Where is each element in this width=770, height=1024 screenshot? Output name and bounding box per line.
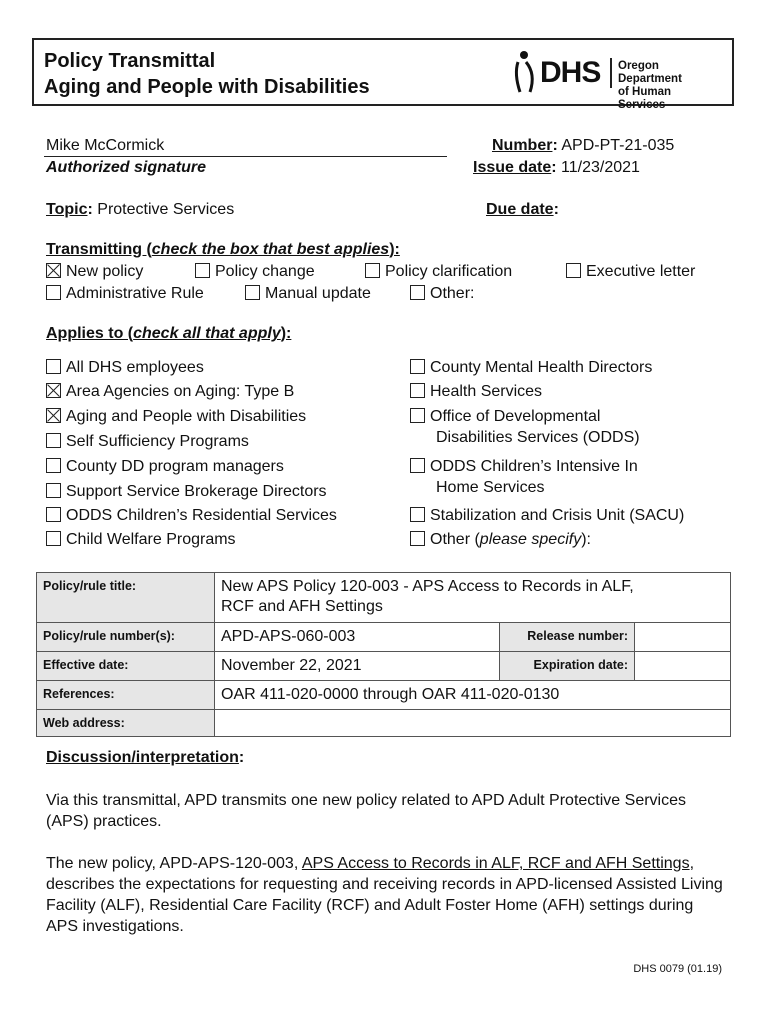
option-label: Administrative Rule bbox=[66, 285, 204, 302]
expiration-date-label: Expiration date: bbox=[500, 652, 635, 681]
expiration-date-value[interactable] bbox=[635, 652, 731, 681]
option-label-pre: Other ( bbox=[430, 531, 480, 548]
form-number: DHS 0079 (01.19) bbox=[633, 963, 722, 975]
checkbox-policy-clarification[interactable] bbox=[365, 263, 380, 278]
option-label: Child Welfare Programs bbox=[66, 531, 236, 548]
option-label: Policy change bbox=[215, 263, 315, 280]
policy-number-label: Policy/rule number(s): bbox=[37, 623, 215, 652]
option-label: Aging and People with Disabilities bbox=[66, 408, 307, 425]
applies-other[interactable] bbox=[410, 530, 591, 550]
page-title bbox=[44, 48, 370, 100]
table-row bbox=[37, 652, 731, 681]
checkbox-apd[interactable] bbox=[46, 408, 61, 423]
transmitting-heading-post: ): bbox=[389, 241, 400, 258]
option-label: County DD program managers bbox=[66, 458, 284, 475]
logo-dhs-text: DHS bbox=[540, 56, 601, 89]
topic-value: Protective Services bbox=[97, 201, 235, 218]
checkbox-support-brokerage[interactable] bbox=[46, 483, 61, 498]
due-date-label: Due date bbox=[486, 201, 554, 218]
option-executive-letter[interactable] bbox=[566, 262, 695, 282]
applies-heading-pre: Applies to ( bbox=[46, 325, 134, 342]
option-label: Executive letter bbox=[586, 263, 696, 280]
option-label: Support Service Brokerage Directors bbox=[66, 483, 327, 500]
para2-pre: The new policy, APD-APS-120-003, bbox=[46, 855, 302, 872]
option-label: Office of Developmental bbox=[430, 408, 601, 425]
checkbox-sacu[interactable] bbox=[410, 507, 425, 522]
discussion-paragraph-2 bbox=[46, 853, 726, 937]
policy-title-label: Policy/rule title: bbox=[37, 573, 215, 623]
checkbox-other-applies[interactable] bbox=[410, 531, 425, 546]
dhs-logo bbox=[510, 46, 720, 111]
logo-org-line-1: Oregon Department bbox=[618, 60, 682, 85]
transmitting-heading-pre: Transmitting ( bbox=[46, 241, 152, 258]
due-date-row: Due date: bbox=[486, 201, 559, 218]
option-administrative-rule[interactable] bbox=[46, 284, 204, 304]
checkbox-new-policy[interactable] bbox=[46, 263, 61, 278]
table-row bbox=[37, 681, 731, 710]
option-label-em: please specify bbox=[479, 531, 582, 548]
option-label-post: ): bbox=[581, 531, 591, 548]
logo-org-line-2: of Human Services bbox=[618, 86, 672, 111]
release-number-label: Release number: bbox=[500, 623, 635, 652]
applies-health-services[interactable] bbox=[410, 382, 542, 402]
option-policy-change[interactable] bbox=[195, 262, 315, 282]
applies-county-mental-health[interactable] bbox=[410, 358, 652, 378]
web-address-value[interactable] bbox=[215, 710, 731, 737]
checkbox-health-services[interactable] bbox=[410, 383, 425, 398]
policy-link[interactable]: APS Access to Records in ALF, RCF and AFH Settings bbox=[301, 855, 690, 872]
option-label: ODDS Children’s Intensive In bbox=[430, 458, 638, 475]
applies-all-dhs[interactable] bbox=[46, 358, 204, 378]
number-label: Number bbox=[492, 137, 553, 154]
checkbox-odds-residential[interactable] bbox=[46, 507, 61, 522]
topic-label: Topic bbox=[46, 201, 88, 218]
option-label: Policy clarification bbox=[385, 263, 513, 280]
discussion-paragraph-1: Via this transmittal, APD transmits one new policy related to APD Adult Protective Services (APS) practices. bbox=[46, 792, 686, 830]
para2-post: , describes the expectations for requesting and receiving records in APD-licensed Assisted Living Facility (ALF), Residential Care Facility (RCF) and Adult Foster Home (AFH) settings during APS investigations. bbox=[46, 855, 723, 935]
effective-date-label: Effective date: bbox=[37, 652, 215, 681]
signatory-name: Mike McCormick bbox=[46, 137, 165, 154]
applies-child-welfare[interactable] bbox=[46, 530, 236, 550]
transmitting-heading-em: check the box that best applies bbox=[151, 241, 390, 258]
title-line-1: Policy Transmittal bbox=[44, 50, 216, 72]
references-value[interactable]: OAR 411-020-0000 through OAR 411-020-0130 bbox=[215, 681, 731, 710]
checkbox-county-mental-health[interactable] bbox=[410, 359, 425, 374]
option-label: All DHS employees bbox=[66, 359, 204, 376]
applies-apd[interactable] bbox=[46, 407, 306, 427]
number-value: APD-PT-21-035 bbox=[561, 137, 675, 154]
option-label-continued: Home Services bbox=[436, 479, 545, 496]
checkbox-all-dhs[interactable] bbox=[46, 359, 61, 374]
effective-date-value[interactable]: November 22, 2021 bbox=[215, 652, 500, 681]
option-policy-clarification[interactable] bbox=[365, 262, 512, 282]
checkbox-executive-letter[interactable] bbox=[566, 263, 581, 278]
policy-number-value[interactable]: APD-APS-060-003 bbox=[215, 623, 500, 652]
signature-line bbox=[44, 156, 447, 157]
checkbox-self-sufficiency[interactable] bbox=[46, 433, 61, 448]
policy-title-line-2: RCF and AFH Settings bbox=[221, 598, 383, 615]
checkbox-odds[interactable] bbox=[410, 408, 425, 423]
policy-title-line-1: New APS Policy 120-003 - APS Access to Records in ALF, bbox=[221, 578, 634, 595]
policy-info-table bbox=[36, 572, 731, 737]
logo-divider bbox=[610, 58, 612, 88]
applies-sacu[interactable] bbox=[410, 506, 684, 526]
applies-self-sufficiency[interactable] bbox=[46, 432, 249, 452]
option-label: County Mental Health Directors bbox=[430, 359, 653, 376]
option-label: Manual update bbox=[265, 285, 371, 302]
option-label: Area Agencies on Aging: Type B bbox=[66, 383, 295, 400]
checkbox-odds-intensive[interactable] bbox=[410, 458, 425, 473]
transmitting-heading bbox=[46, 240, 400, 260]
option-label: Self Sufficiency Programs bbox=[66, 433, 249, 450]
web-address-label: Web address: bbox=[37, 710, 215, 737]
title-line-2: Aging and People with Disabilities bbox=[44, 76, 370, 98]
option-label-continued: Disabilities Services (ODDS) bbox=[436, 429, 640, 446]
checkbox-other[interactable] bbox=[410, 285, 425, 300]
table-row bbox=[37, 573, 731, 623]
logo-org-name bbox=[618, 60, 720, 112]
applies-odds[interactable] bbox=[410, 407, 600, 427]
issue-date-row: Issue date: 11/23/2021 bbox=[473, 159, 640, 176]
topic-row: Topic: Protective Services bbox=[46, 201, 235, 218]
option-manual-update[interactable] bbox=[245, 284, 371, 304]
discussion-heading-text: Discussion/interpretation bbox=[46, 749, 239, 766]
applies-heading-em: check all that apply bbox=[133, 325, 281, 342]
signature-label: Authorized signature bbox=[46, 159, 207, 176]
applies-support-brokerage[interactable] bbox=[46, 482, 327, 502]
option-label: ODDS Children’s Residential Services bbox=[66, 507, 337, 524]
applies-county-dd[interactable] bbox=[46, 457, 284, 477]
header-box bbox=[32, 38, 734, 111]
checkbox-county-dd[interactable] bbox=[46, 458, 61, 473]
applies-odds-intensive[interactable] bbox=[410, 457, 638, 477]
references-label: References: bbox=[37, 681, 215, 710]
applies-aaa-type-b[interactable] bbox=[46, 382, 294, 402]
checkbox-policy-change[interactable] bbox=[195, 263, 210, 278]
issue-date-label: Issue date bbox=[473, 159, 552, 176]
applies-heading bbox=[46, 324, 291, 344]
policy-title-value[interactable] bbox=[215, 573, 731, 623]
person-figure-icon bbox=[512, 50, 540, 94]
table-row bbox=[37, 623, 731, 652]
checkbox-child-welfare[interactable] bbox=[46, 531, 61, 546]
option-other[interactable] bbox=[410, 284, 474, 304]
applies-heading-post: ): bbox=[280, 325, 292, 342]
checkbox-aaa-type-b[interactable] bbox=[46, 383, 61, 398]
checkbox-manual-update[interactable] bbox=[245, 285, 260, 300]
option-label: New policy bbox=[66, 263, 144, 280]
discussion-heading bbox=[46, 748, 244, 768]
option-label: Stabilization and Crisis Unit (SACU) bbox=[430, 507, 685, 524]
discussion-heading-colon: : bbox=[238, 749, 245, 766]
option-new-policy[interactable] bbox=[46, 262, 143, 282]
option-label: Health Services bbox=[430, 383, 543, 400]
number-row: Number: APD-PT-21-035 bbox=[492, 137, 675, 154]
option-label: Other: bbox=[430, 285, 475, 302]
table-row bbox=[37, 710, 731, 737]
checkbox-administrative-rule[interactable] bbox=[46, 285, 61, 300]
issue-date-value: 11/23/2021 bbox=[561, 159, 640, 176]
release-number-value[interactable] bbox=[635, 623, 731, 652]
applies-odds-residential[interactable] bbox=[46, 506, 337, 526]
